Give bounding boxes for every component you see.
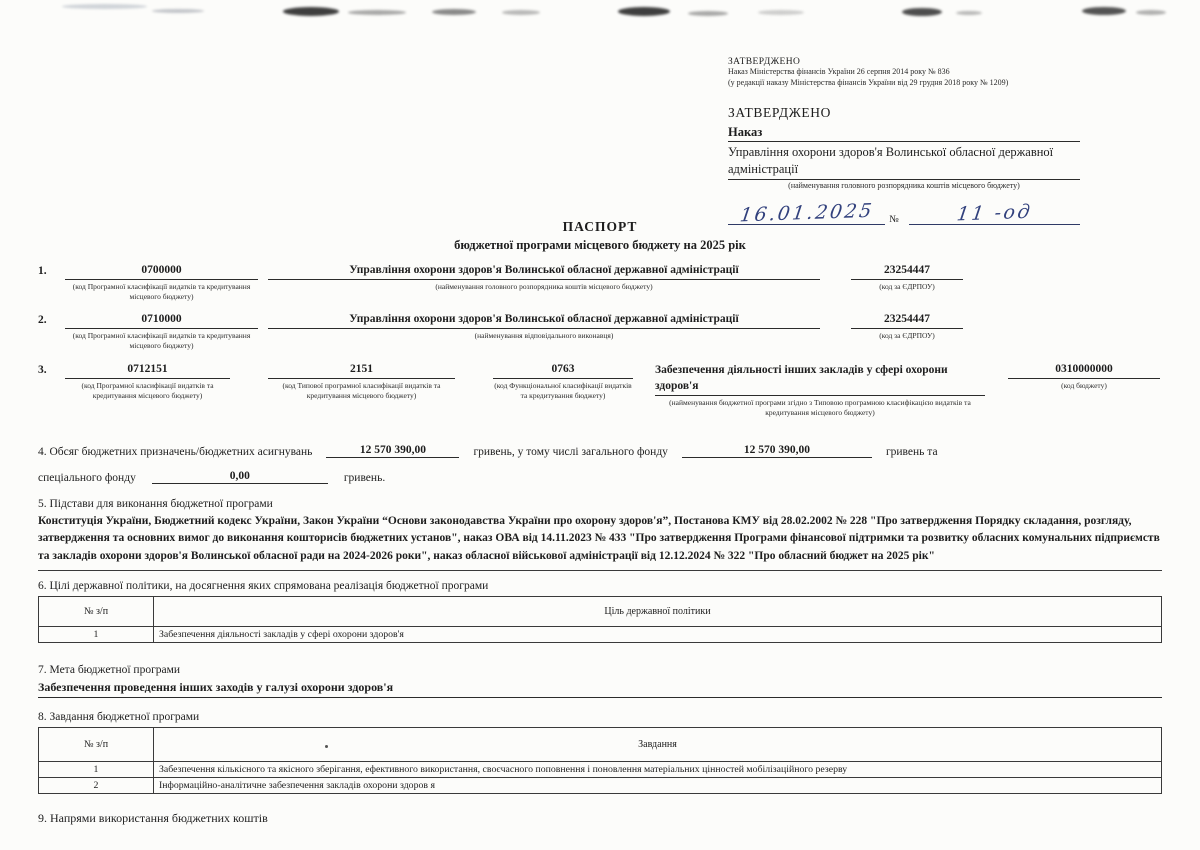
program-goal-text: Забезпечення проведення інших заходів у галузі охорони здоров'я [38,680,1162,698]
task-row-text: Забезпечення кількісного та якісного зберігання, ефективного використання, своєчасного поповнення і поновлення матеріальних цінностей мобілізаційного резерву [154,761,1162,777]
administrator-name-label: (найменування головного розпорядника коштів місцевого бюджету) [435,282,653,291]
allocations-tail: гривень та [885,446,938,458]
section-program-goal [38,664,1162,698]
program-name-col [655,363,985,417]
functional-code: 0763 [493,363,633,379]
order-label: Наказ [728,125,1080,142]
allocations-line-1 [38,444,1162,458]
program-code: 0700000 [65,264,258,280]
tasks-col-task: Завдання [154,727,1162,761]
executor-name: Управління охорони здоров'я Волинської обласної державної адміністрації [268,313,820,329]
typical-program-code-label: (код Типової програмної класифікації видатків та кредитування місцевого бюджету) [282,381,441,400]
program-code-label: (код Програмної класифікації видатків та кредитування місцевого бюджету) [81,381,214,400]
tasks-table [38,727,1162,794]
row-budget-program [38,363,1162,417]
table-row [39,777,1162,793]
section-legal-grounds [38,498,1162,571]
program-code-label: (код Програмної класифікації видатків та кредитування місцевого бюджету) [72,331,251,350]
table-row [39,626,1162,642]
total-amount: 12 570 390,00 [326,444,459,458]
issuing-organization: Управління охорони здоров'я Волинської обласної державної адміністрації [728,142,1080,180]
allocations-prefix: 4. Обсяг бюджетних призначень/бюджетних асигнувань [38,446,313,458]
edrpou-code: 23254447 [851,313,963,329]
tasks-col-number: № з/п [39,727,154,761]
organization-note: (найменування головного розпорядника коштів місцевого бюджету) [788,181,1020,190]
goal-row-number: 1 [39,626,154,642]
typical-program-code-col [268,363,455,400]
task-row-number: 2 [39,777,154,793]
edrpou-col [851,313,963,341]
program-code-col [65,363,230,400]
goals-col-goal: Ціль державної політики [154,596,1162,626]
budget-program-name: Забезпечення діяльності інших закладів у сфері охорони здоров'я [655,363,985,396]
handwritten-number: 11 -од [955,200,1034,226]
table-row [39,761,1162,777]
section-state-policy-goals [38,580,1162,643]
administrator-name-col [268,264,820,292]
goals-table [38,596,1162,643]
section-program-tasks [38,711,1162,794]
allocations-mid: гривень, у тому числі загального фонду [473,446,668,458]
document-content [38,0,1162,826]
executor-name-label: (найменування відповідального виконавця) [474,331,614,340]
budget-code: 0310000000 [1008,363,1160,379]
row-responsible-executor [38,313,1162,350]
goals-header-row [39,596,1162,626]
row-number: 2. [38,314,47,326]
number-sign: № [889,214,899,225]
special-fund-tail: гривень. [343,472,386,484]
edrpou-code: 23254447 [851,264,963,280]
program-code-label: (код Програмної класифікації видатків та кредитування місцевого бюджету) [72,282,251,301]
goals-heading: 6. Цілі державної політики, на досягнення яких спрямована реалізація бюджетної програми [38,579,489,592]
program-goal-heading: 7. Мета бюджетної програми [38,663,181,676]
program-code-col [65,313,258,350]
functional-code-label: (код Функціональної класифікації видатків та кредитування бюджету) [494,381,632,400]
budget-code-col [1008,363,1160,391]
goal-row-text: Забезпечення діяльності закладів у сфері охорони здоров'я [154,626,1162,642]
section-budget-allocations [38,444,1162,484]
document-title [38,219,1162,253]
legal-grounds-text: Конституція України, Бюджетний кодекс України, Закон України “Основи законодавства України про охорону здоров'я”, Постанова КМУ від 28.02.2002 № 228 "Про затвердження Порядку складання, розгляду, затвердження та основних вимог до виконання кошторисів бюджетних установ", наказ ОВА від 14.11.2023 № 433 "Про затвердження Програми фінансової підтримки та розвитку обласних комунальних підприємств та закладів охорони здоров'я Волинської обласної ради на 2024-2026 роки", наказ обласної військової адміністрації від 12.12.2024 № 322 "Про обласний бюджет на 2025 рік" [38,513,1162,571]
typical-program-code: 2151 [268,363,455,379]
row-main-administrator [38,264,1162,301]
program-code-col [65,264,258,301]
tasks-header-row [39,727,1162,761]
program-code: 0712151 [65,363,230,379]
functional-code-col [493,363,633,400]
program-code: 0710000 [65,313,258,329]
special-fund-prefix: спеціального фонду [38,472,136,484]
legal-grounds-heading: 5. Підстави для виконання бюджетної програми [38,498,273,510]
task-row-number: 1 [39,761,154,777]
row-number: 1. [38,265,47,277]
handwritten-date: 16.01.2025 [738,199,876,227]
edrpou-label: (код за ЄДРПОУ) [879,282,935,291]
executor-name-col [268,313,820,341]
tasks-heading: 8. Завдання бюджетної програми [38,710,200,723]
task-row-text: Інформаційно-аналітичне забезпечення закладів охорони здоров я [154,777,1162,793]
goals-col-number: № з/п [39,596,154,626]
edrpou-col [851,264,963,292]
special-fund-amount: 0,00 [152,470,328,484]
approved-stamp: ЗАТВЕРДЖЕНО [728,105,831,120]
title-subtitle: бюджетної програми місцевого бюджету на 2025 рік [454,238,746,252]
allocations-line-2 [38,470,1162,484]
title-passport: ПАСПОРТ [562,219,638,234]
budget-code-label: (код бюджету) [1061,381,1107,390]
ministry-order-edit-ref: (у редакції наказу Міністерства фінансів України від 29 грудня 2018 року № 1209) [728,77,1009,87]
approved-stamp-small: ЗАТВЕРДЖЕНО [728,57,801,67]
budget-program-name-label: (найменування бюджетної програми згідно з Типовою програмною класифікацією видатків та кредитування місцевого бюджету) [669,398,971,417]
edrpou-label: (код за ЄДРПОУ) [879,331,935,340]
general-fund-amount: 12 570 390,00 [682,444,872,458]
administrator-name: Управління охорони здоров'я Волинської обласної державної адміністрації [268,264,820,280]
row-number: 3. [38,364,47,376]
ministry-order-ref: Наказ Міністерства фінансів України 26 серпня 2014 року № 836 [728,67,950,76]
section-spending-directions-heading: 9. Напрями використання бюджетних коштів [38,810,268,825]
